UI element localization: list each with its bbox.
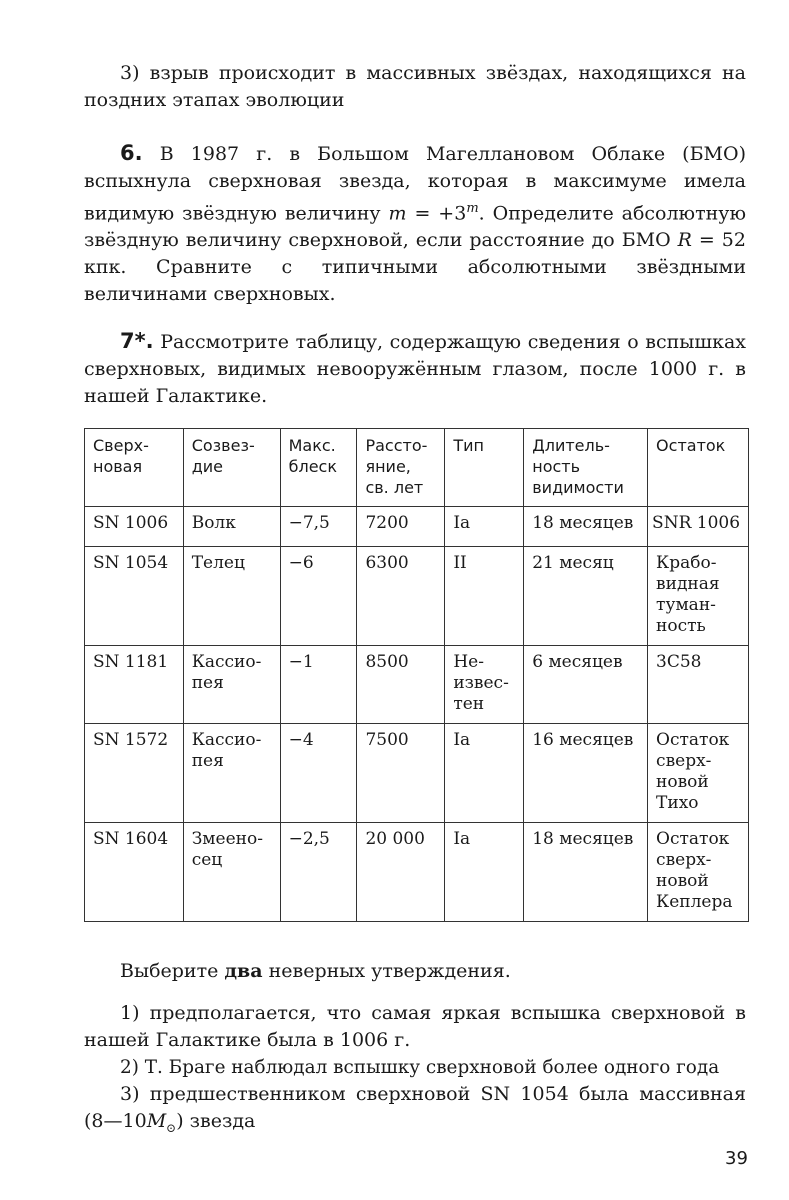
table-cell: 7500 <box>357 724 445 823</box>
header-cell: Макс. блеск <box>280 429 357 507</box>
table-cell: SNR 1006 <box>648 507 749 547</box>
header-cell: Длитель- ность видимости <box>524 429 648 507</box>
task-6-number: 6. <box>120 141 143 165</box>
table-row <box>85 646 749 724</box>
table-cell: Остаток сверх- новой Кеплера <box>648 823 749 922</box>
table-cell: SN 1181 <box>85 646 184 724</box>
table-cell: 18 месяцев <box>524 507 648 547</box>
table-cell: 3C58 <box>648 646 749 724</box>
table-row <box>85 507 749 547</box>
table-cell: 6 месяцев <box>524 646 648 724</box>
table-cell: Остаток сверх- новой Тихо <box>648 724 749 823</box>
choose-instruction <box>84 958 746 985</box>
table-cell: SN 1604 <box>85 823 184 922</box>
table-cell: 7200 <box>357 507 445 547</box>
header-cell: Созвез- дие <box>183 429 280 507</box>
task-7-text: Рассмотрите таблицу, содержащую сведения о вспышках сверхновых, видимых невооружённым глазом, после 1000 г. в нашей Галактике. <box>84 331 746 407</box>
table-cell: −1 <box>280 646 357 724</box>
table-row <box>85 547 749 646</box>
eq-m: = +3 <box>406 202 467 225</box>
math-r: R <box>677 229 692 252</box>
table-cell: Ia <box>445 823 524 922</box>
table-row <box>85 724 749 823</box>
task-6-text-c: = 52 кпк. Сравните с типичными абсолютными звёздными величинами сверхновых. <box>84 229 746 306</box>
supernova-table <box>84 428 749 922</box>
math-mass: M <box>146 1110 167 1132</box>
statement-1: 1) предполагается, что самая яркая вспышка сверхновой в нашей Галактике была в 1006 г. <box>84 1002 746 1051</box>
table-row <box>85 823 749 922</box>
table-cell: −2,5 <box>280 823 357 922</box>
sun-symbol: ⊙ <box>166 1120 177 1135</box>
table-cell: SN 1572 <box>85 724 184 823</box>
table-cell: Телец <box>183 547 280 646</box>
table-cell: 20 000 <box>357 823 445 922</box>
math-m: m <box>388 202 407 225</box>
table-cell: II <box>445 547 524 646</box>
task-6 <box>84 140 746 308</box>
choose-after: неверных утверждения. <box>262 960 511 982</box>
task-6-text-a: В 1987 г. в Большом Магеллановом Облаке (БМО) вспыхнула сверхновая звезда, которая в максимуме имела видимую звёздную величину <box>84 143 746 225</box>
intro-item: 3) взрыв происходит в массивных звёздах, находящихся на поздних этапах эволюции <box>84 62 746 111</box>
statement-2: 2) Т. Браге наблюдал вспышку сверхновой более одного года <box>120 1057 720 1078</box>
table-cell: 21 месяц <box>524 547 648 646</box>
choose-before: Выберите <box>120 960 225 982</box>
table-cell: 8500 <box>357 646 445 724</box>
table-header-row <box>85 429 749 507</box>
table-cell: Кассио- пея <box>183 646 280 724</box>
table-cell: 18 месяцев <box>524 823 648 922</box>
table-cell: Волк <box>183 507 280 547</box>
header-cell: Сверх- новая <box>85 429 184 507</box>
header-cell: Рассто- яние, св. лет <box>357 429 445 507</box>
statement-3 <box>84 1081 746 1142</box>
page-number: 39 <box>725 1148 748 1169</box>
table-cell: −6 <box>280 547 357 646</box>
task-7-number: 7*. <box>120 329 154 353</box>
table-cell: Не- извес- тен <box>445 646 524 724</box>
choose-bold: два <box>224 960 263 982</box>
sup-m: m <box>466 201 479 216</box>
table-cell: SN 1006 <box>85 507 184 547</box>
task-7 <box>84 328 746 410</box>
table-cell: Кассио- пея <box>183 724 280 823</box>
statement-3-a: 3) предшественником сверхновой SN 1054 была массивная (8—10 <box>84 1083 746 1132</box>
table-cell: −7,5 <box>280 507 357 547</box>
statement-3-b: ) звезда <box>176 1110 256 1132</box>
table-cell: SN 1054 <box>85 547 184 646</box>
header-cell: Остаток <box>648 429 749 507</box>
table-cell: −4 <box>280 724 357 823</box>
table-cell: 6300 <box>357 547 445 646</box>
header-cell: Тип <box>445 429 524 507</box>
table-cell: 16 месяцев <box>524 724 648 823</box>
table-cell: Ia <box>445 724 524 823</box>
task-6-text-b: . Определите абсолютную звёздную величину сверхновой, если расстояние до БМО <box>84 202 746 252</box>
table-cell: Ia <box>445 507 524 547</box>
table-cell: Крабо- видная туман- ность <box>648 547 749 646</box>
table-cell: Змеено- сец <box>183 823 280 922</box>
